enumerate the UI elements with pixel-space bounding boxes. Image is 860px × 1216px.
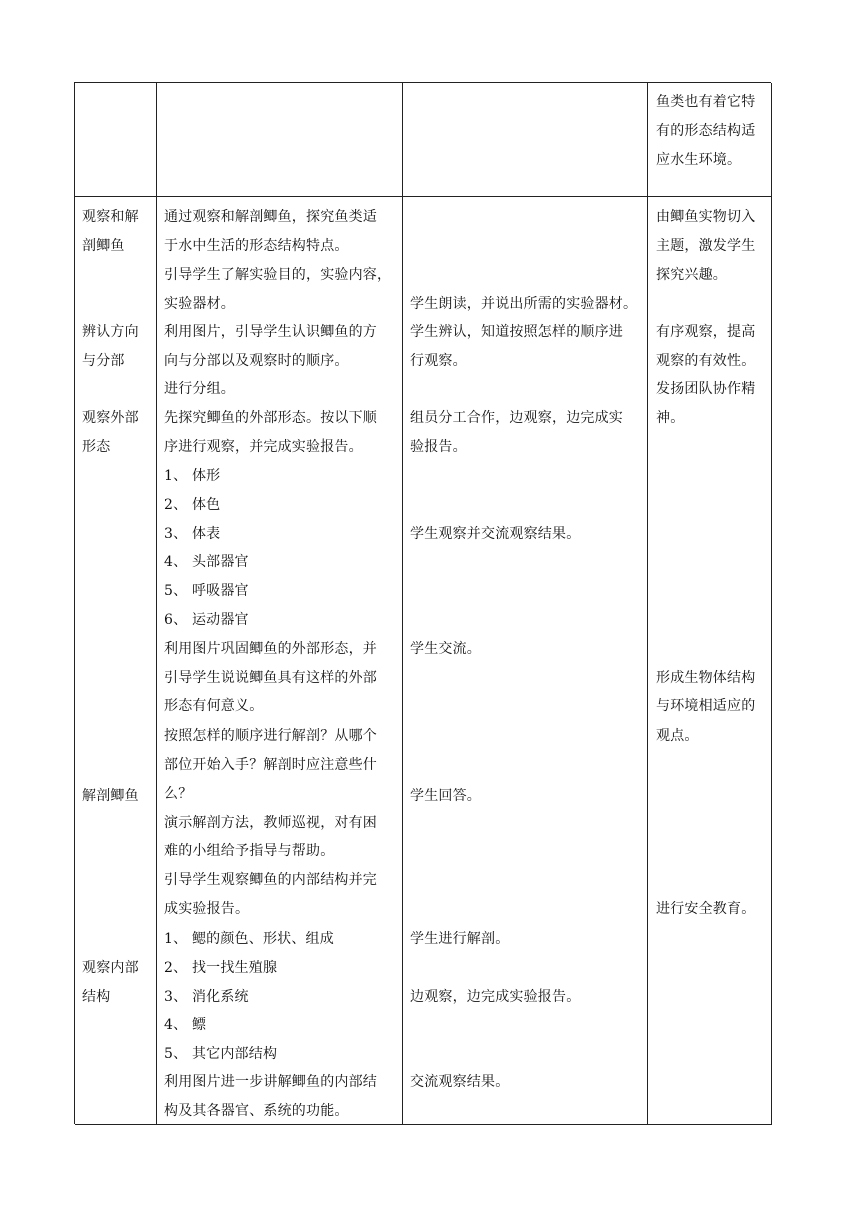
teacher-line: 1、 体形 bbox=[164, 468, 221, 484]
student-line: 学生朗读，并说出所需的实验器材。 bbox=[410, 296, 638, 312]
intent-line: 观察的有效性。 bbox=[656, 353, 756, 369]
teacher-line: 通过观察和解剖鲫鱼，探究鱼类适 bbox=[164, 209, 377, 225]
teacher-line: 引导学生观察鲫鱼的内部结构并完 bbox=[164, 872, 377, 888]
col-divider-3 bbox=[647, 83, 648, 1125]
student-line: 学生进行解剖。 bbox=[410, 931, 510, 947]
intent-line: 与环境相适应的 bbox=[656, 698, 756, 714]
teacher-line: 5、 呼吸器官 bbox=[164, 583, 249, 599]
teacher-line: 难的小组给予指导与帮助。 bbox=[164, 843, 335, 859]
teacher-line: 1、 鳃的颜色、形状、组成 bbox=[164, 931, 334, 947]
teacher-line: 先探究鲫鱼的外部形态。按以下顺 bbox=[164, 410, 377, 426]
stage-label: 结构 bbox=[82, 989, 111, 1005]
intent-line: 形成生物体结构 bbox=[656, 670, 756, 686]
teacher-line: 利用图片巩固鲫鱼的外部形态，并 bbox=[164, 641, 377, 657]
teacher-line: 5、 其它内部结构 bbox=[164, 1046, 278, 1062]
stage-label: 解剖鲫鱼 bbox=[82, 788, 139, 804]
teacher-line: 3、 体表 bbox=[164, 526, 221, 542]
teacher-line: 4、 鳔 bbox=[164, 1017, 207, 1033]
row1-col4-line: 应水生环境。 bbox=[656, 152, 742, 168]
teacher-line: 实验器材。 bbox=[164, 296, 235, 312]
teacher-line: 利用图片，引导学生认识鲫鱼的方 bbox=[164, 324, 377, 340]
stage-label: 观察和解 bbox=[82, 209, 139, 225]
stage-label: 形态 bbox=[82, 439, 111, 455]
student-line: 行观察。 bbox=[410, 353, 467, 369]
teacher-line: 于水中生活的形态结构特点。 bbox=[164, 238, 349, 254]
row1-col4-line: 鱼类也有着它特 bbox=[656, 94, 756, 110]
stage-label: 观察外部 bbox=[82, 410, 139, 426]
student-line: 边观察，边完成实验报告。 bbox=[410, 989, 581, 1005]
teacher-line: 向与分部以及观察时的顺序。 bbox=[164, 353, 349, 369]
row-divider bbox=[75, 196, 772, 197]
intent-line: 观点。 bbox=[656, 728, 699, 744]
intent-line: 神。 bbox=[656, 410, 685, 426]
teacher-line: 形态有何意义。 bbox=[164, 698, 264, 714]
intent-line: 探究兴趣。 bbox=[656, 267, 727, 283]
teacher-line: 利用图片进一步讲解鲫鱼的内部结 bbox=[164, 1074, 377, 1090]
student-line: 交流观察结果。 bbox=[410, 1074, 510, 1090]
row1-col4-line: 有的形态结构适 bbox=[656, 123, 756, 139]
teacher-line: 构及其各器官、系统的功能。 bbox=[164, 1103, 349, 1119]
intent-line: 有序观察，提高 bbox=[656, 324, 756, 340]
student-line: 验报告。 bbox=[410, 439, 467, 455]
teacher-line: 成实验报告。 bbox=[164, 901, 250, 917]
table-right-border bbox=[771, 83, 772, 1125]
intent-line: 进行安全教育。 bbox=[656, 901, 756, 917]
teacher-line: 演示解剖方法，教师巡视，对有困 bbox=[164, 815, 377, 831]
teacher-line: 2、 体色 bbox=[164, 497, 221, 513]
teacher-line: 6、 运动器官 bbox=[164, 612, 249, 628]
intent-line: 发扬团队协作精 bbox=[656, 381, 756, 397]
teacher-line: 2、 找一找生殖腺 bbox=[164, 960, 278, 976]
stage-label: 剖鲫鱼 bbox=[82, 238, 125, 254]
teacher-line: 么？ bbox=[164, 786, 193, 802]
teacher-line: 引导学生了解实验目的，实验内容， bbox=[164, 267, 392, 283]
teacher-line: 3、 消化系统 bbox=[164, 989, 249, 1005]
student-line: 组员分工合作，边观察，边完成实 bbox=[410, 410, 623, 426]
student-line: 学生观察并交流观察结果。 bbox=[410, 526, 581, 542]
teacher-line: 进行分组。 bbox=[164, 381, 235, 397]
student-line: 学生回答。 bbox=[410, 788, 481, 804]
teacher-line: 引导学生说说鲫鱼具有这样的外部 bbox=[164, 670, 377, 686]
stage-label: 观察内部 bbox=[82, 960, 139, 976]
teacher-line: 部位开始入手？解剖时应注意些什 bbox=[164, 757, 377, 773]
stage-label: 与分部 bbox=[82, 353, 125, 369]
intent-line: 由鲫鱼实物切入 bbox=[656, 209, 756, 225]
stage-label: 辨认方向 bbox=[82, 324, 139, 340]
student-line: 学生交流。 bbox=[410, 641, 481, 657]
teacher-line: 序进行观察，并完成实验报告。 bbox=[164, 439, 363, 455]
col-divider-1 bbox=[156, 83, 157, 1125]
teacher-line: 按照怎样的顺序进行解剖？从哪个 bbox=[164, 728, 377, 744]
student-line: 学生辨认，知道按照怎样的顺序进 bbox=[410, 324, 623, 340]
col-divider-2 bbox=[402, 83, 403, 1125]
intent-line: 主题，激发学生 bbox=[656, 238, 756, 254]
teacher-line: 4、 头部器官 bbox=[164, 554, 249, 570]
